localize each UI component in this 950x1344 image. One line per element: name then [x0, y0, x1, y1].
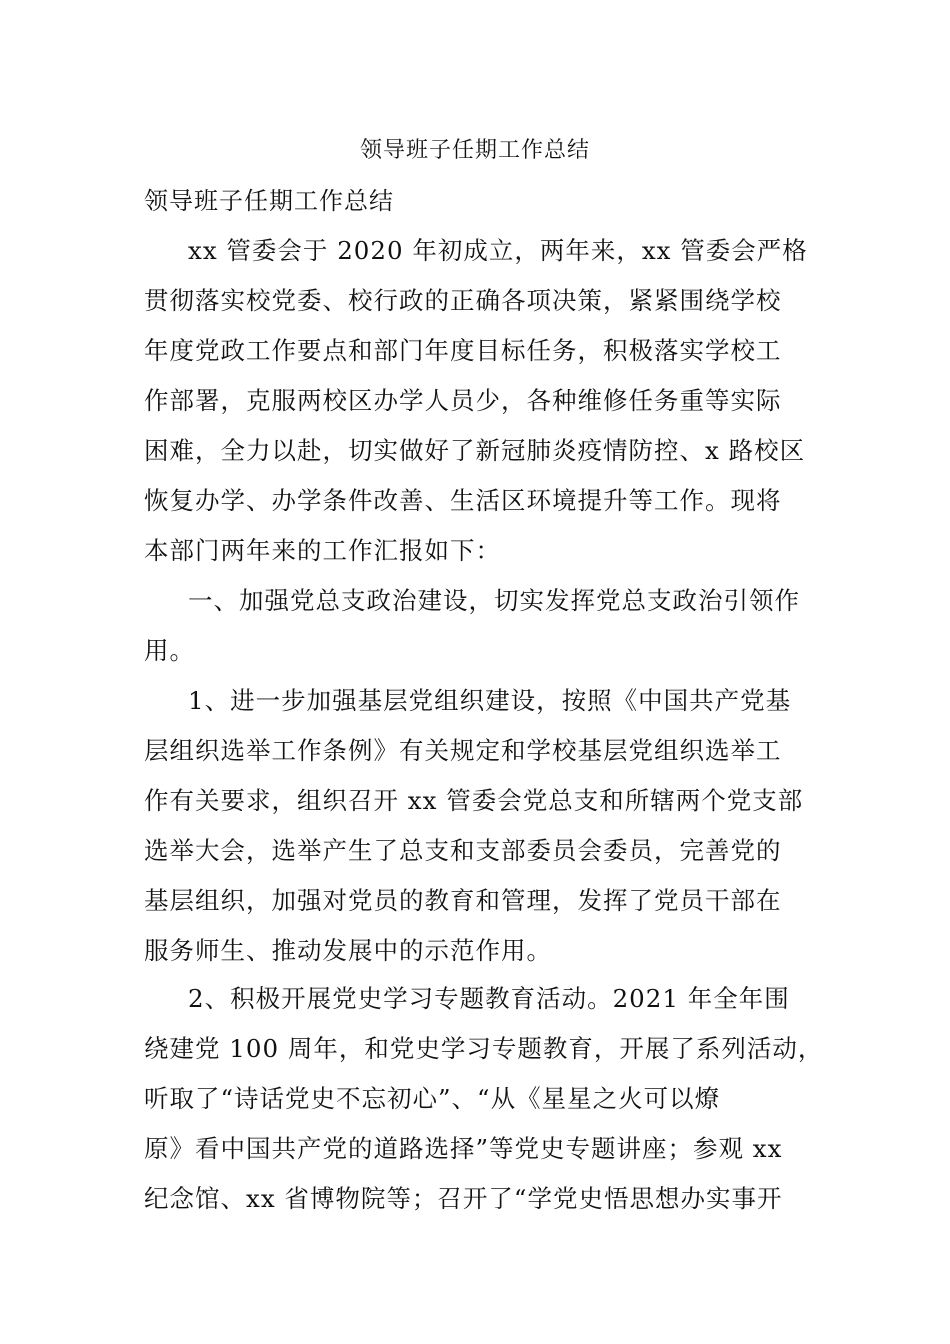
paragraph-line: 听取了“诗话党史不忘初心”、“从《星星之火可以燎 — [144, 1084, 721, 1113]
paragraph-line: 纪念馆、xx 省博物院等；召开了“学党史悟思想办实事开 — [144, 1184, 783, 1213]
paragraph-item-one — [144, 676, 808, 976]
paragraph-line: 基层组织，加强对党员的教育和管理，发挥了党员干部在 — [144, 886, 782, 915]
paragraph-intro — [144, 226, 808, 576]
paragraph-line: 选举大会，选举产生了总支和支部委员会委员，完善党的 — [144, 836, 782, 865]
paragraph-line: 作部署，克服两校区办学人员少，各种维修任务重等实际 — [144, 386, 782, 415]
document-title: 领导班子任期工作总结 — [359, 138, 590, 163]
paragraph-line: 2、积极开展党史学习专题教育活动。2021 年全年围 — [188, 984, 790, 1013]
section-heading-one — [144, 576, 808, 676]
paragraph-line: 一、加强党总支政治建设，切实发挥党总支政治引领作 — [188, 586, 800, 615]
paragraph-line: 困难，全力以赴，切实做好了新冠肺炎疫情防控、x 路校区 — [144, 436, 806, 465]
paragraph-line: 服务师生、推动发展中的示范作用。 — [144, 936, 552, 965]
paragraph-line: xx 管委会于 2020 年初成立，两年来，xx 管委会严格 — [188, 236, 808, 265]
document-subtitle: 领导班子任期工作总结 — [144, 187, 394, 215]
paragraph-line: 作有关要求，组织召开 xx 管委会党总支和所辖两个党支部 — [144, 786, 804, 815]
paragraph-line: 绕建党 100 周年，和党史学习专题教育，开展了系列活动， — [144, 1034, 824, 1063]
paragraph-line: 1、进一步加强基层党组织建设，按照《中国共产党基 — [188, 686, 792, 715]
paragraph-line: 贯彻落实校党委、校行政的正确各项决策，紧紧围绕学校 — [144, 286, 782, 315]
paragraph-line: 用。 — [144, 636, 195, 665]
paragraph-item-two — [144, 974, 824, 1224]
paragraph-line: 恢复办学、办学条件改善、生活区环境提升等工作。现将 — [144, 486, 782, 515]
paragraph-line: 原》看中国共产党的道路选择”等党史专题讲座；参观 xx — [144, 1134, 783, 1163]
paragraph-line: 年度党政工作要点和部门年度目标任务，积极落实学校工 — [144, 336, 782, 365]
paragraph-line: 本部门两年来的工作汇报如下： — [144, 536, 501, 565]
paragraph-line: 层组织选举工作条例》有关规定和学校基层党组织选举工 — [144, 736, 782, 765]
